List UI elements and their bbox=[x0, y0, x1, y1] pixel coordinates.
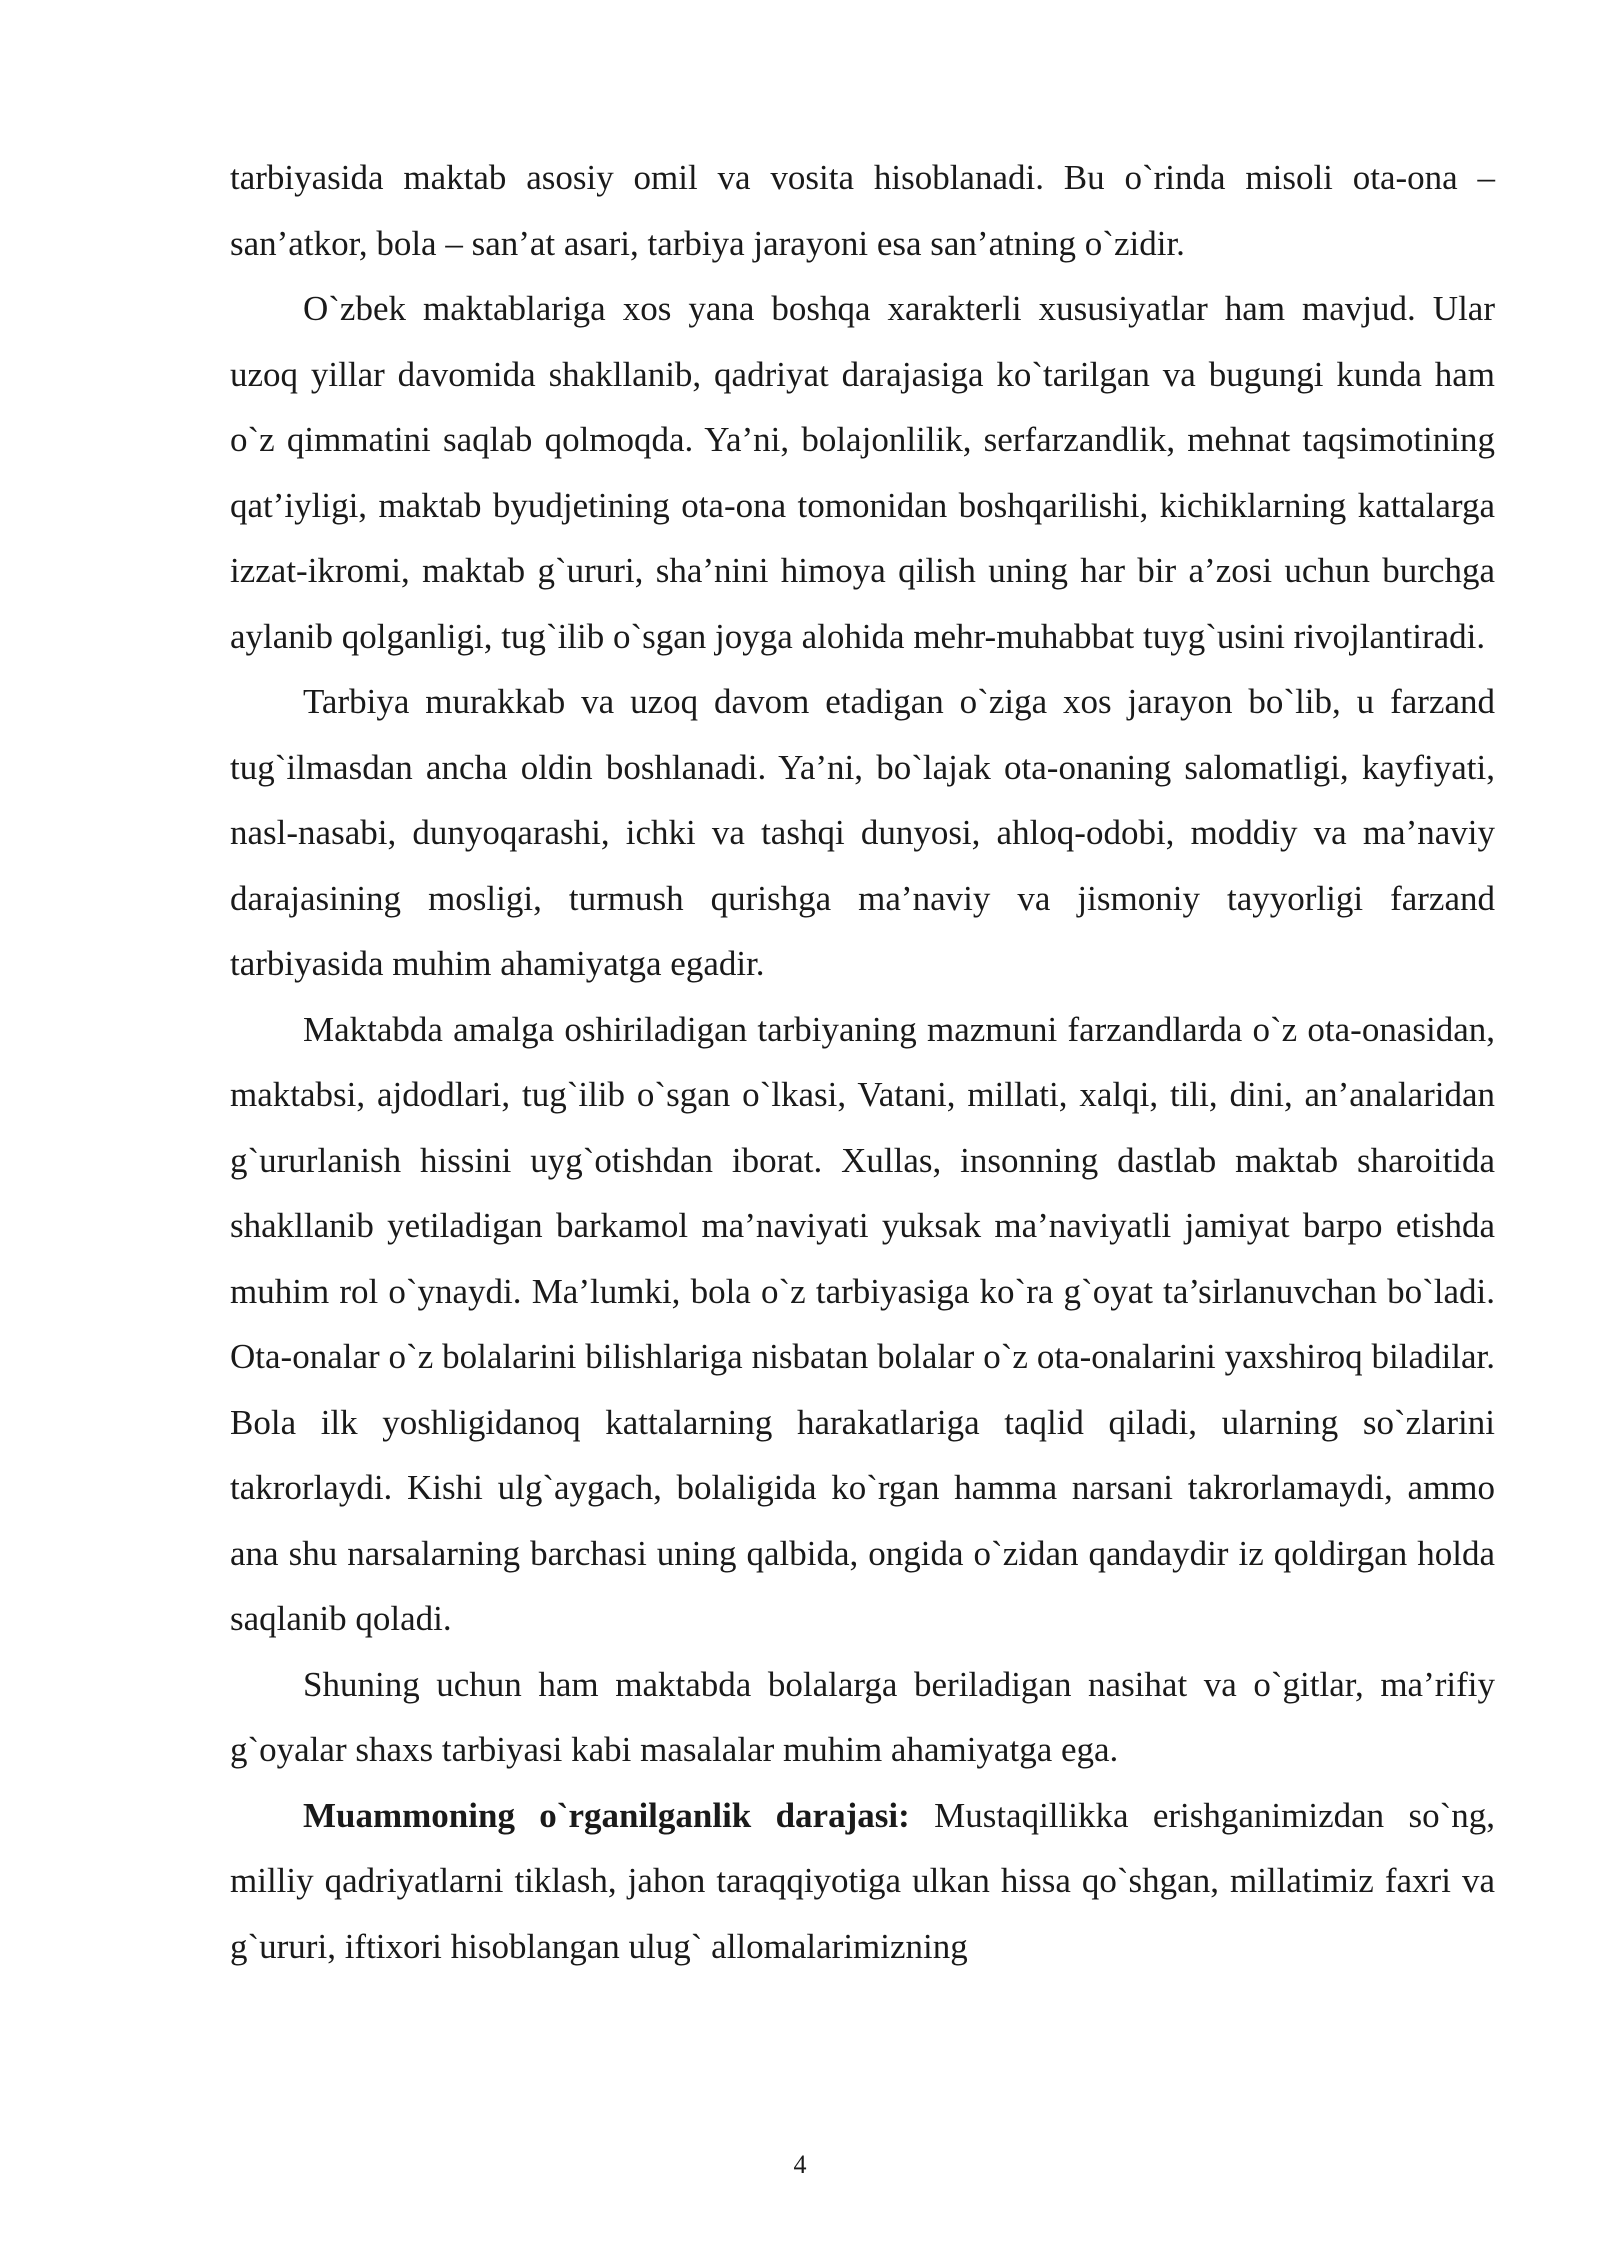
paragraph-2: O`zbek maktablariga xos yana boshqa xarakterli xususiyatlar ham mavjud. Ular uzoq yillar davomida shakllanib, qadriyat darajasiga ko`tarilgan va bugungi kunda ham o`z qimmatini saqlab qolmoqda. Ya’ni, bolajonlilik, serfarzandlik, mehnat taqsimotining qat’iyligi, maktab byudjetining ota-ona tomonidan boshqarilishi, kichiklarning kattalarga izzat-ikromi, maktab g`ururi, sha’nini himoya qilish uning har bir a’zosi uchun burchga aylanib qolganligi, tug`ilib o`sgan joyga alohida mehr-muhabbat tuyg`usini rivojlantiradi. bbox=[230, 289, 1495, 656]
paragraph-6-text: Mustaqillikka erishganimizdan so`ng, milliy qadriyatlarni tiklash, jahon taraqqiyotiga ulkan hissa qo`shgan, millatimiz faxri va g`ururi, iftixori hisoblangan ulug` allomalarimizning bbox=[230, 1795, 1495, 1966]
paragraph-4: Maktabda amalga oshiriladigan tarbiyaning mazmuni farzandlarda o`z ota-onasidan, maktabsi, ajdodlari, tug`ilib o`sgan o`lkasi, Vatani, millati, xalqi, tili, dini, an’analaridan g`ururlanish hissini uyg`otishdan iborat. Xullas, insonning dastlab maktab sharoitida shakllanib yetiladigan barkamol ma’naviyati yuksak ma’naviyatli jamiyat barpo etishda muhim rol o`ynaydi. Ma’lumki, bola o`z tarbiyasiga ko`ra g`oyat ta’sirlanuvchan bo`ladi. Ota-onalar o`z bolalarini bilishlariga nisbatan bolalar o`z ota-onalarini yaxshiroq biladilar. Bola ilk yoshligidanoq kattalarning harakatlariga taqlid qiladi, ularning so`zlarini takrorlaydi. Kishi ulg`aygach, bolaligida ko`rgan hamma narsani takrorlamaydi, ammo ana shu narsalarning barchasi uning qalbida, ongida o`zidan qandaydir iz qoldirgan holda saqlanib qoladi. bbox=[230, 1009, 1495, 1638]
paragraph-6 bbox=[230, 1783, 1495, 1980]
paragraph-5: Shuning uchun ham maktabda bolalarga beriladigan nasihat va o`gitlar, ma’rifiy g`oyalar shaxs tarbiyasi kabi masalalar muhim ahamiyatga ega. bbox=[230, 1664, 1495, 1769]
document-body bbox=[230, 145, 1495, 1979]
page-number: 4 bbox=[793, 2150, 807, 2179]
paragraph-6-heading: Muammoning o`rganilganlik darajasi: bbox=[303, 1795, 910, 1835]
paragraph-3: Tarbiya murakkab va uzoq davom etadigan o`ziga xos jarayon bo`lib, u farzand tug`ilmasdan ancha oldin boshlanadi. Ya’ni, bo`lajak ota-onaning salomatligi, kayfiyati, nasl-nasabi, dunyoqarashi, ichki va tashqi dunyosi, ahloq-odobi, moddiy va ma’naviy darajasining mosligi, turmush qurishga ma’naviy va jismoniy tayyorligi farzand tarbiyasida muhim ahamiyatga egadir. bbox=[230, 682, 1495, 983]
paragraph-1: tarbiyasida maktab asosiy omil va vosita hisoblanadi. Bu o`rinda misoli ota-ona – san’atkor, bola – san’at asari, tarbiya jarayoni esa san’atning o`zidir. bbox=[230, 158, 1495, 263]
